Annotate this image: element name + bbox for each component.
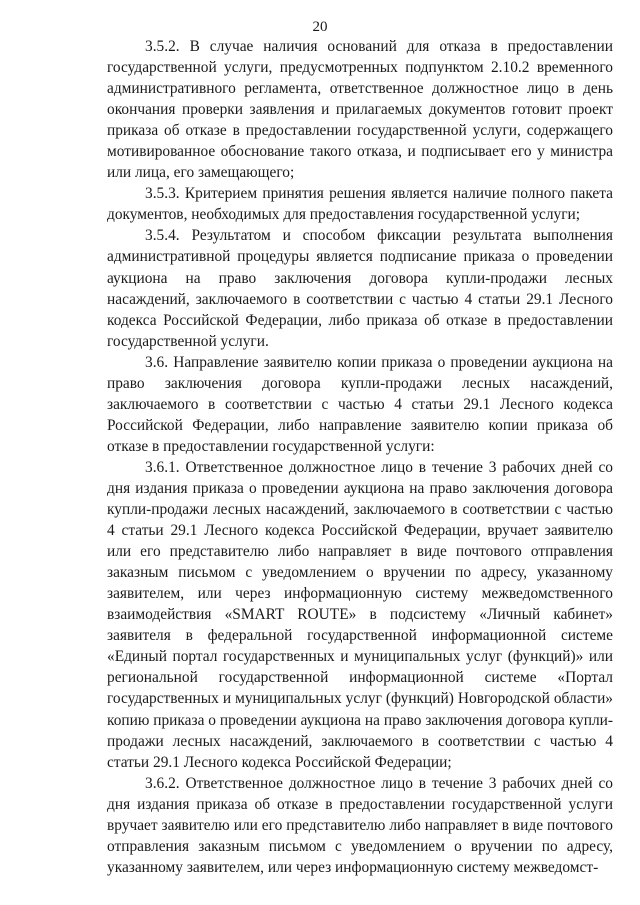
paragraph-3-5-4: 3.5.4. Результатом и способом фиксации результата выполнения административной процедуры является подписание приказа о проведении аукциона на право заключения договора купли-продажи лесных насаждений, заключаемого в соответствии с частью 4 статьи 29.1 Лесного кодекса Российской Федерации, либо приказа об отказе в предоставлении государственной услуги. [107, 227, 613, 350]
document-body [107, 36, 613, 878]
paragraph-3-6-2: 3.6.2. Ответственное должностное лицо в течение 3 рабочих дней со дня издания приказа об отказе в предоставлении государственной услуги вручает заявителю или его представителю либо направляет в виде почтового отправления заказным письмом с уведомлением о вручении по адресу, указанному заявителем, или через информационную систему межведомст- [107, 774, 613, 876]
paragraph-3-6-1: 3.6.1. Ответственное должностное лицо в течение 3 рабочих дней со дня издания приказа о проведении аукциона на право заключения договора купли-продажи лесных насаждений, заключаемого в соответствии с частью 4 статьи 29.1 Лесного кодекса Российской Федерации, вручает заявителю или его представителю либо направляет в виде почтового отправления заказным письмом с уведомлением о вручении по адресу, указанному заявителем, или через информационную систему межведомственного взаимодействия «SMART ROUTE» в подсистему «Личный кабинет» заявителя в федеральной государственной информационной системе «Единый портал государственных и муниципальных услуг (функций)» или региональной государственной информационной системе «Портал государственных и муниципальных услуг (функций) Новгородской области» копию приказа о проведении аукциона на право заключения договора купли-продажи лесных насаждений, заключаемого в соответствии с частью 4 статьи 29.1 Лесного кодекса Российской Федерации; [107, 458, 613, 771]
paragraph-3-5-2: 3.5.2. В случае наличия оснований для отказа в предоставлении государственной услуги, предусмотренных подпунктом 2.10.2 временного административного регламента, ответственное должностное лицо в день окончания проверки заявления и прилагаемых документов готовит проект приказа об отказе в предоставлении государственной услуги, содержащего мотивированное обоснование такого отказа, и подписывает его у министра или лица, его замещающего; [107, 38, 613, 182]
paragraph-3-6: 3.6. Направление заявителю копии приказа о проведении аукциона на право заключения договора купли-продажи лесных насаждений, заключаемого в соответствии с частью 4 статьи 29.1 Лесного кодекса Российской Федерации, либо направление заявителю копии приказа об отказе в предоставлении государственной услуги: [107, 353, 613, 455]
paragraph-3-5-3: 3.5.3. Критерием принятия решения является наличие полного пакета документов, необходимых для предоставления государственной услуги; [107, 185, 613, 224]
page-number: 20 [312, 19, 328, 35]
